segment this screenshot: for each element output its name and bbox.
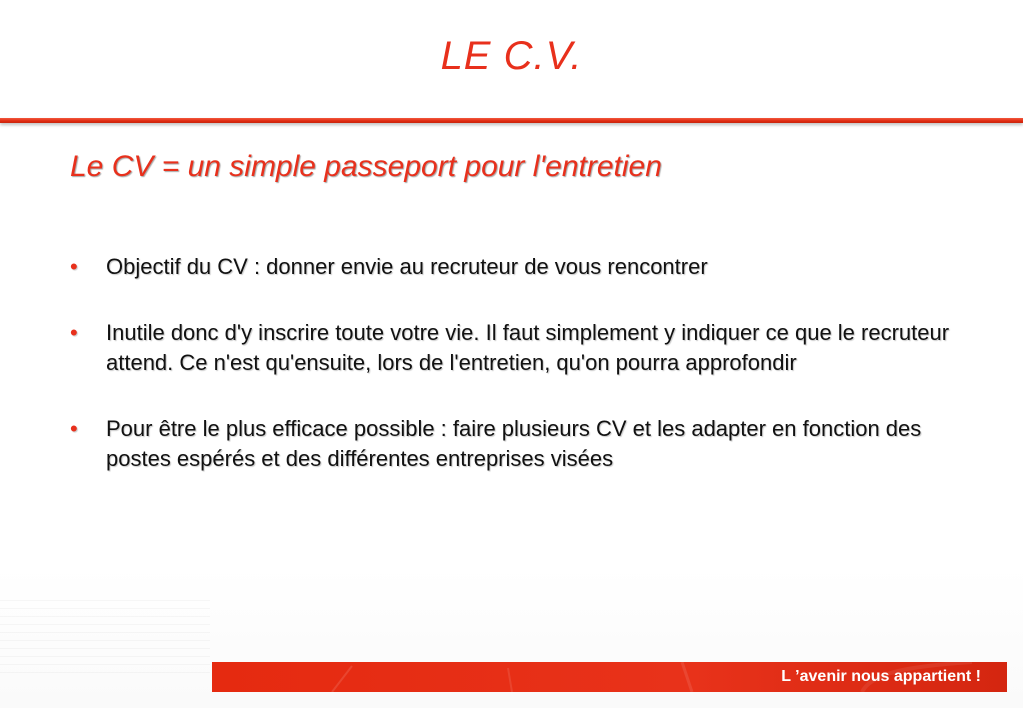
bullet-text: Objectif du CV : donner envie au recruteur de vous rencontrer <box>106 254 708 279</box>
bullet-item <box>70 318 950 378</box>
bullet-item <box>70 414 950 474</box>
footer-banner <box>212 662 1007 692</box>
bullet-text: Inutile donc d'y inscrire toute votre vie. Il faut simplement y indiquer ce que le recruteur attend. Ce n'est qu'ensuite, lors de l'entretien, qu'on pourra approfondir <box>106 320 950 375</box>
slide-subtitle: Le CV = un simple passeport pour l'entretien <box>70 150 662 183</box>
bullet-text: Pour être le plus efficace possible : faire plusieurs CV et les adapter en fonction des postes espérés et des différentes entreprises visées <box>106 416 922 471</box>
footer-tagline: L ’avenir nous appartient ! <box>781 668 981 685</box>
bullet-icon: • <box>70 416 78 441</box>
background-texture <box>0 600 210 680</box>
slide-title: LE C.V. <box>440 34 583 78</box>
bullet-list <box>70 252 950 474</box>
bullet-icon: • <box>70 254 78 279</box>
title-divider <box>0 118 1023 123</box>
bullet-item <box>70 252 950 282</box>
bullet-icon: • <box>70 320 78 345</box>
